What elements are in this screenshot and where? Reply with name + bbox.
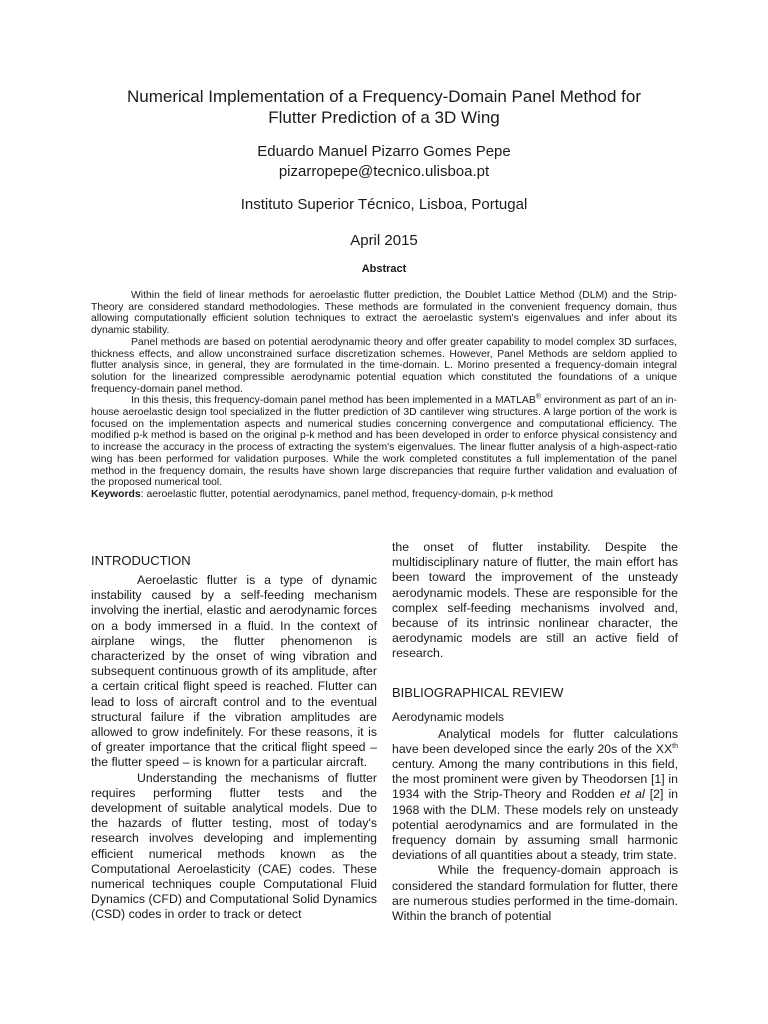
abstract-paragraph-3: [91, 395, 677, 489]
registered-mark: ®: [535, 393, 541, 401]
bibliographical-review-heading: BIBLIOGRAPHICAL REVIEW: [392, 684, 564, 700]
abstract-body: [91, 290, 677, 501]
review-p1-text-a: Analytical models for flutter calculations have been developed since the early 20s of the XX: [392, 726, 678, 756]
keywords-text: : aeroelastic flutter, potential aerodynamics, panel method, frequency-domain, p-k method: [140, 488, 554, 500]
intro-paragraph-2-continued: the onset of flutter instability. Despite the multidisciplinary nature of flutter, the main effort has been toward the improvement of the unsteady aerodynamic models. These are responsible for the complex self-feeding mechanisms involved and, because of its intrinsic nonlinear character, the aerodynamic models are still an active field of research.: [392, 540, 678, 661]
title-line-2: Flutter Prediction of a 3D Wing: [268, 108, 500, 127]
author-name: Eduardo Manuel Pizarro Gomes Pepe: [257, 143, 511, 160]
abstract-heading: Abstract: [361, 263, 407, 275]
affiliation: Instituto Superior Técnico, Lisboa, Portugal: [240, 196, 528, 213]
review-p1-text-b: century. Among the many contributions in this field, the most prominent were given by Theodorsen [1] in 1934 with the Strip-Theory and Rodden: [392, 757, 678, 802]
abstract-p3-text-a: In this thesis, this frequency-domain panel method has been implemented in a MATLAB: [131, 395, 536, 407]
intro-paragraph-2: Understanding the mechanisms of flutter requires performing flutter tests and the development of suitable analytical models. Due to the hazards of flutter testing, most of today's research involves developing and implementing efficient numerical methods known as the Computational Aeroelasticity (CAE) codes. These numerical techniques couple Computational Fluid Dynamics (CFD) and Computational Solid Dynamics (CSD) codes in order to track or detect: [91, 770, 377, 922]
abstract-paragraph-1: Within the field of linear methods for aeroelastic flutter prediction, the Doublet Lattice Method (DLM) and the Strip-Theory are considered standard methodologies. These methods are formulated in the convenient frequency domain, thus allowing computationally efficient solution techniques to extract the aeroelastic system's eigenvalues and infer about its dynamic stability.: [91, 290, 677, 337]
century-suffix: th: [672, 742, 678, 750]
publication-date: April 2015: [350, 232, 418, 249]
abstract-p3-text-b: environment as part of an in-house aeroelastic design tool specialized in the flutter prediction of 3D cantilever wing structures. A large portion of the work is focused on the implementation aspects and numerical studies concerning convergence and computational efficiency. The modified p-k method is based on the original p-k method and has been developed in order to enforce physical consistency and to increase the accuracy in the process of extracting the system's eigenvalues. The linear flutter analysis of a high-aspect-ratio wing has been performed for validation purposes. While the work completed constitutes a full implementation of the panel method in the frequency domain, the results have shown large discrepancies that require further validation and evaluation of the proposed numerical tool.: [91, 395, 677, 489]
author-email: pizarropepe@tecnico.ulisboa.pt: [278, 163, 490, 180]
right-column: [392, 540, 678, 924]
title-line-1: Numerical Implementation of a Frequency-Domain Panel Method for: [126, 87, 642, 106]
author-block: [80, 142, 688, 182]
review-p1-text-c: [2] in 1968 with the DLM. These models rely on unsteady potential aerodynamics and are formulated in the frequency domain by assuming small harmonic deviations of all quantities about a steady, trim state.: [392, 787, 679, 863]
intro-paragraph-1: Aeroelastic flutter is a type of dynamic instability caused by a self-feeding mechanism involving the inertial, elastic and aerodynamic forces on a body immersed in a fluid. In the context of airplane wings, the flutter phenomenon is characterized by the onset of wing vibration and subsequent continuous growth of its amplitude, after a certain critical flight speed is reached. Flutter can lead to loss of aircraft control and to the eventual structural failure if the vibration amplitudes are allowed to grow indefinitely. For these reasons, it is of greater importance that the critical flight speed – the flutter speed – is known for a particular aircraft.: [91, 573, 377, 770]
keywords-label: Keywords: [91, 488, 141, 500]
abstract-paragraph-2: Panel methods are based on potential aerodynamic theory and offer greater capability to model complex 3D surfaces, thickness effects, and allow unconstrained surface discretization schemes. However, Panel Methods are seldom applied to flutter analysis since, in general, they are formulated in the time-domain. L. Morino presented a frequency-domain integral solution for the linearized compressible aerodynamic potential equation which constituted the foundations of a unique frequency-domain panel method.: [91, 336, 677, 395]
aerodynamic-models-subheading: Aerodynamic models: [392, 709, 505, 724]
left-column: [91, 552, 377, 923]
paper-title: [80, 86, 688, 128]
et-al: et al: [619, 787, 645, 802]
keywords-line: [91, 489, 677, 501]
review-paragraph-2: While the frequency-domain approach is considered the standard formulation for flutter, there are numerous studies performed in the time-domain. Within the branch of potential: [392, 863, 678, 924]
introduction-heading: INTRODUCTION: [91, 553, 191, 568]
review-paragraph-1: [392, 727, 678, 864]
